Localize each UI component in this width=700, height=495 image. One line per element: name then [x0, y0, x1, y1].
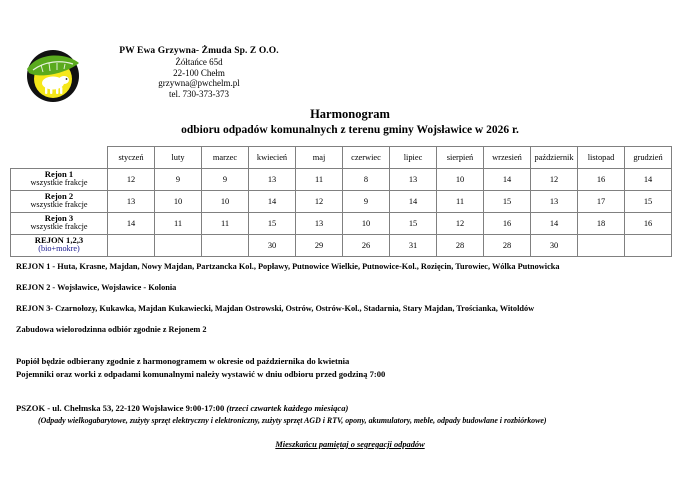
pszok-section	[16, 403, 686, 425]
row-label-subtitle: (bio+mokre)	[38, 244, 80, 254]
rejon-description-3: REJON 3- Czarnołozy, Kukawka, Majdan Kukawiecki, Majdan Ostrowski, Ostrów, Ostrów-Kol., Stadarnia, Stary Majdan, Trościanka, Witoldów	[16, 303, 535, 313]
table-cell	[108, 234, 155, 256]
table-cell: 13	[249, 168, 296, 190]
table-cell	[155, 234, 202, 256]
column-header-month: listopad	[578, 147, 625, 169]
table-cell: 15	[625, 190, 672, 212]
rejon-description-1: REJON 1 - Huta, Krasne, Majdan, Nowy Majdan, Partzancka Kol., Popławy, Putnowice Wielkie, Putnowice-Kol., Rozięcin, Turowiec, Wólka Putnowicka	[16, 262, 560, 271]
company-email: grzywna@pwchelm.pl	[158, 78, 240, 89]
table-cell: 9	[343, 190, 390, 212]
company-name: PW Ewa Grzywna- Żmuda Sp. Z O.O.	[119, 46, 279, 56]
table-cell: 11	[437, 190, 484, 212]
table-cell: 9	[155, 168, 202, 190]
company-contact-block	[104, 46, 294, 100]
row-label-title: Rejon 1	[44, 168, 74, 179]
column-header-month: marzec	[202, 147, 249, 169]
table-cell: 14	[390, 190, 437, 212]
column-header-month: maj	[296, 147, 343, 169]
table-cell: 17	[578, 190, 625, 212]
table-row	[11, 212, 672, 234]
document-header	[0, 46, 700, 108]
table-cell: 12	[296, 190, 343, 212]
row-label-title: Rejon 3	[44, 212, 74, 223]
table-cell: 10	[437, 168, 484, 190]
table-cell: 18	[578, 212, 625, 234]
column-header-month: styczeń	[108, 147, 155, 169]
column-header-month: lipiec	[390, 147, 437, 169]
table-cell: 28	[437, 234, 484, 256]
table-cell: 26	[343, 234, 390, 256]
table-cell: 11	[155, 212, 202, 234]
table-cell: 13	[108, 190, 155, 212]
table-cell: 12	[108, 168, 155, 190]
column-header-month: grudzień	[625, 147, 672, 169]
table-cell: 14	[531, 212, 578, 234]
table-cell: 14	[484, 168, 531, 190]
table-cell: 12	[531, 168, 578, 190]
column-header-month: czerwiec	[343, 147, 390, 169]
pszok-address-hours: PSZOK - ul. Chełmska 53, 22-120 Wojsławice 9:00-17:00	[16, 403, 227, 413]
table-cell: 15	[390, 212, 437, 234]
table-cell: 16	[625, 212, 672, 234]
note-block	[16, 355, 385, 382]
table-cell: 16	[484, 212, 531, 234]
table-cell: 10	[202, 190, 249, 212]
column-header-month: luty	[155, 147, 202, 169]
table-cell: 13	[390, 168, 437, 190]
row-label-rejon-2	[11, 190, 108, 212]
note-multifamily: Zabudowa wielorodzinna odbiór zgodnie z Rejonem 2	[16, 325, 207, 334]
table-cell: 15	[484, 190, 531, 212]
column-header-month: kwiecień	[249, 147, 296, 169]
row-label-rejon-123	[11, 234, 108, 256]
sheep-leaf-logo-icon	[23, 49, 83, 103]
table-cell: 28	[484, 234, 531, 256]
rejon-description-2: REJON 2 - Wojsławice, Wojsławice - Kolonia	[16, 282, 177, 292]
rejon-description-list	[16, 263, 686, 325]
table-cell: 8	[343, 168, 390, 190]
table-header-row	[11, 147, 672, 169]
table-cell: 15	[249, 212, 296, 234]
row-label-subtitle: wszystkie frakcje	[30, 178, 88, 188]
table-cell	[202, 234, 249, 256]
footer-slogan: Mieszkańcu pamiętaj o segregacji odpadów	[275, 440, 425, 449]
table-cell: 11	[296, 168, 343, 190]
table-cell: 31	[390, 234, 437, 256]
table-cell: 16	[578, 168, 625, 190]
table-cell: 12	[437, 212, 484, 234]
pszok-frequency: (trzeci czwartek każdego miesiąca)	[226, 403, 349, 413]
page-title: Harmonogram	[310, 107, 390, 121]
table-cell: 11	[202, 212, 249, 234]
table-cell	[578, 234, 625, 256]
table-row	[11, 168, 672, 190]
table-corner-cell	[11, 147, 108, 169]
table-cell: 10	[343, 212, 390, 234]
row-label-rejon-3	[11, 212, 108, 234]
row-label-subtitle: wszystkie frakcje	[30, 222, 88, 232]
table-cell: 14	[249, 190, 296, 212]
company-address: Żółtańce 65d	[175, 57, 223, 68]
page-subtitle: odbioru odpadów komunalnych z terenu gminy Wojsławice w 2026 r.	[181, 124, 519, 136]
table-cell: 14	[625, 168, 672, 190]
table-row	[11, 190, 672, 212]
note-ash: Popiół będzie odbierany zgodnie z harmonogramem w okresie od października do kwietnia	[16, 356, 350, 366]
row-label-title: Rejon 2	[44, 190, 74, 201]
column-header-month: sierpień	[437, 147, 484, 169]
schedule-table-wrapper	[10, 146, 671, 257]
note-containers: Pojemniki oraz worki z odpadami komunalnymi należy wystawić w dniu odbioru przed godziną 7:00	[16, 369, 386, 380]
company-city: 22-100 Chełm	[173, 67, 225, 78]
column-header-month: październik	[531, 147, 578, 169]
table-row	[11, 234, 672, 256]
pszok-accepted-waste: (Odpady wielkogabarytowe, zużyty sprzęt elektryczny i elektroniczny, zużyty sprzęt AGD i RTV, opony, akumulatory, meble, odpady budowlane i rozbiórkowe)	[38, 416, 547, 425]
table-cell: 13	[296, 212, 343, 234]
table-cell	[625, 234, 672, 256]
table-cell: 14	[108, 212, 155, 234]
table-cell: 30	[249, 234, 296, 256]
column-header-month: wrzesień	[484, 147, 531, 169]
schedule-table	[10, 146, 672, 257]
table-cell: 30	[531, 234, 578, 256]
pszok-hours-line	[16, 403, 686, 413]
row-label-rejon-1	[11, 168, 108, 190]
table-cell: 29	[296, 234, 343, 256]
company-phone: tel. 730-373-373	[169, 89, 229, 100]
table-cell: 10	[155, 190, 202, 212]
table-cell: 13	[531, 190, 578, 212]
row-label-subtitle: wszystkie frakcje	[30, 200, 88, 210]
table-cell: 9	[202, 168, 249, 190]
row-label-title: REJON 1,2,3	[34, 234, 84, 245]
